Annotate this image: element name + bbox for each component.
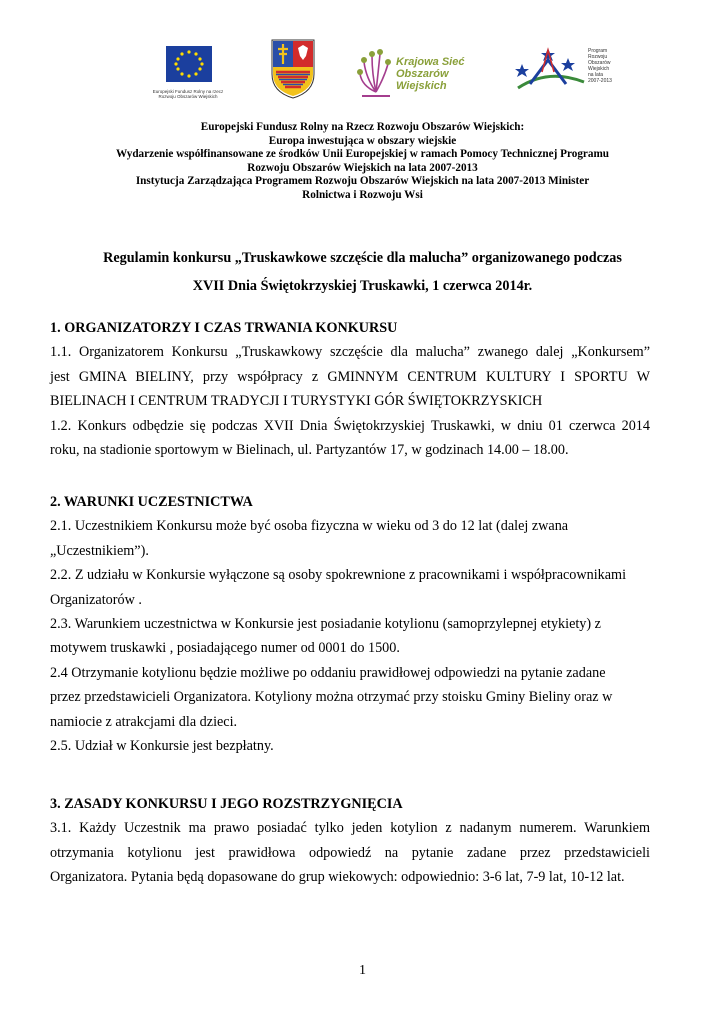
- paragraph-line: 2.3. Warunkiem uczestnictwa w Konkursie jest posiadanie kotylionu (samoprzylepnej etykiety) z: [50, 616, 601, 633]
- funding-header: [60, 121, 665, 202]
- coat-of-arms-icon: [270, 38, 316, 100]
- header-line: Europejski Fundusz Rolny na Rzecz Rozwoju Obszarów Wiejskich:: [200, 121, 525, 133]
- paragraph-line: 2.2. Z udziału w Konkursie wyłączone są osoby spokrewnione z pracownikami i współpracownikami: [50, 567, 627, 584]
- paragraph-line: Organizatorów .: [50, 591, 142, 608]
- paragraph-line: motywem truskawki , posiadającego numer od 0001 do 1500.: [50, 640, 400, 657]
- paragraph-line: 1.1. Organizatorem Konkursu „Truskawkowy szczęście dla malucha” zwanego dalej „Konkursem”: [50, 344, 650, 361]
- title-line-1: Regulamin konkursu „Truskawkowe szczęście dla malucha” organizowanego podczas: [103, 250, 622, 266]
- paragraph-line: roku, na stadionie sportowym w Bielinach, ul. Partyzantów 17, w godzinach 14.00 – 18.00.: [50, 442, 569, 459]
- prow-stars-icon: [508, 44, 588, 100]
- paragraph-line: 2.1. Uczestnikiem Konkursu może być osoba fizyczna w wieku od 3 do 12 lat (dalej zwana: [50, 518, 569, 535]
- page-number: 1: [359, 963, 366, 978]
- paragraph-line: 2.5. Udział w Konkursie jest bezpłatny.: [50, 738, 274, 755]
- ksow-logo-text: [396, 56, 491, 92]
- paragraph-line: otrzymania kotylionu jest prawidłowa odpowiedź na pytanie zadane przez przedstawicieli: [50, 844, 650, 861]
- header-line: Europa inwestująca w obszary wiejskie: [268, 134, 457, 147]
- paragraph-line: 3.1. Każdy Uczestnik ma prawo posiadać tylko jeden kotylion z nadanym numerem. Warunkiem: [50, 820, 650, 837]
- section-participation: [50, 490, 650, 758]
- paragraph-line: 2.4 Otrzymanie kotylionu będzie możliwe po oddaniu prawidłowej odpowiedzi na pytanie zadane: [50, 664, 606, 681]
- paragraph-line: jest GMINA BIELINY, przy współpracy z GMINNYM CENTRUM KULTURY I SPORTU W: [50, 368, 650, 385]
- ksow-text-line-1: Krajowa Sieć: [396, 56, 465, 68]
- ksow-logo: [356, 42, 491, 104]
- ksow-tree-icon: [356, 42, 396, 104]
- section-rules: [50, 792, 650, 890]
- section-organizers: [50, 316, 650, 462]
- paragraph-line: „Uczestnikiem”).: [50, 542, 149, 559]
- document-title: [40, 244, 685, 300]
- paragraph-line: 1.2. Konkurs odbędzie się podczas XVII Dnia Świętokrzyskiej Truskawki, w dniu 01 czerwca 2014: [50, 417, 650, 434]
- paragraph-line: Organizatora. Pytania będą dopasowane do grup wiekowych: odpowiednio: 3-6 lat, 7-9 lat, 10-12 lat.: [50, 869, 625, 886]
- section-heading: 2. WARUNKI UCZESTNICTWA: [50, 494, 253, 510]
- ksow-text-line-2: Obszarów Wiejskich: [396, 68, 449, 92]
- paragraph-line: namiocie z atrakcjami dla dzieci.: [50, 713, 238, 730]
- section-heading: 3. ZASADY KONKURSU I JEGO ROZSTRZYGNIĘCIA: [50, 796, 403, 812]
- eu-logo-caption: Europejski Fundusz Rolny na rzecz Rozwoju Obszarów Wiejskich: [152, 89, 224, 99]
- header-line: Wydarzenie współfinansowane ze środków Unii Europejskiej w ramach Pomocy Technicznej Programu: [115, 148, 610, 160]
- header-line: Rozwoju Obszarów Wiejskich na lata 2007-2013: [247, 161, 478, 174]
- header-line: Rolnictwa i Rozwoju Wsi: [302, 188, 423, 201]
- prow-logo: [508, 44, 612, 100]
- title-line-2: XVII Dnia Świętokrzyskiej Truskawki, 1 czerwca 2014r.: [192, 278, 533, 294]
- section-heading: 1. ORGANIZATORZY I CZAS TRWANIA KONKURSU: [50, 320, 398, 336]
- paragraph-line: BIELINACH I CENTRUM TRADYCJI I TURYSTYKI GÓR ŚWIĘTOKRZYSKICH: [50, 393, 543, 410]
- paragraph-line: przez przedstawicieli Organizatora. Kotyliony można otrzymać przy stoisku Gminy Bieliny oraz w: [50, 689, 613, 706]
- logo-bar: [0, 38, 725, 108]
- eu-flag-logo: [148, 44, 228, 100]
- swietokrzyskie-coat-of-arms-logo: [270, 38, 316, 100]
- header-line: Instytucja Zarządzająca Programem Rozwoju Obszarów Wiejskich na lata 2007-2013 Minister: [135, 175, 590, 187]
- prow-logo-text: Program Rozwoju Obszarów Wiejskich na lata 2007-2013: [588, 48, 612, 84]
